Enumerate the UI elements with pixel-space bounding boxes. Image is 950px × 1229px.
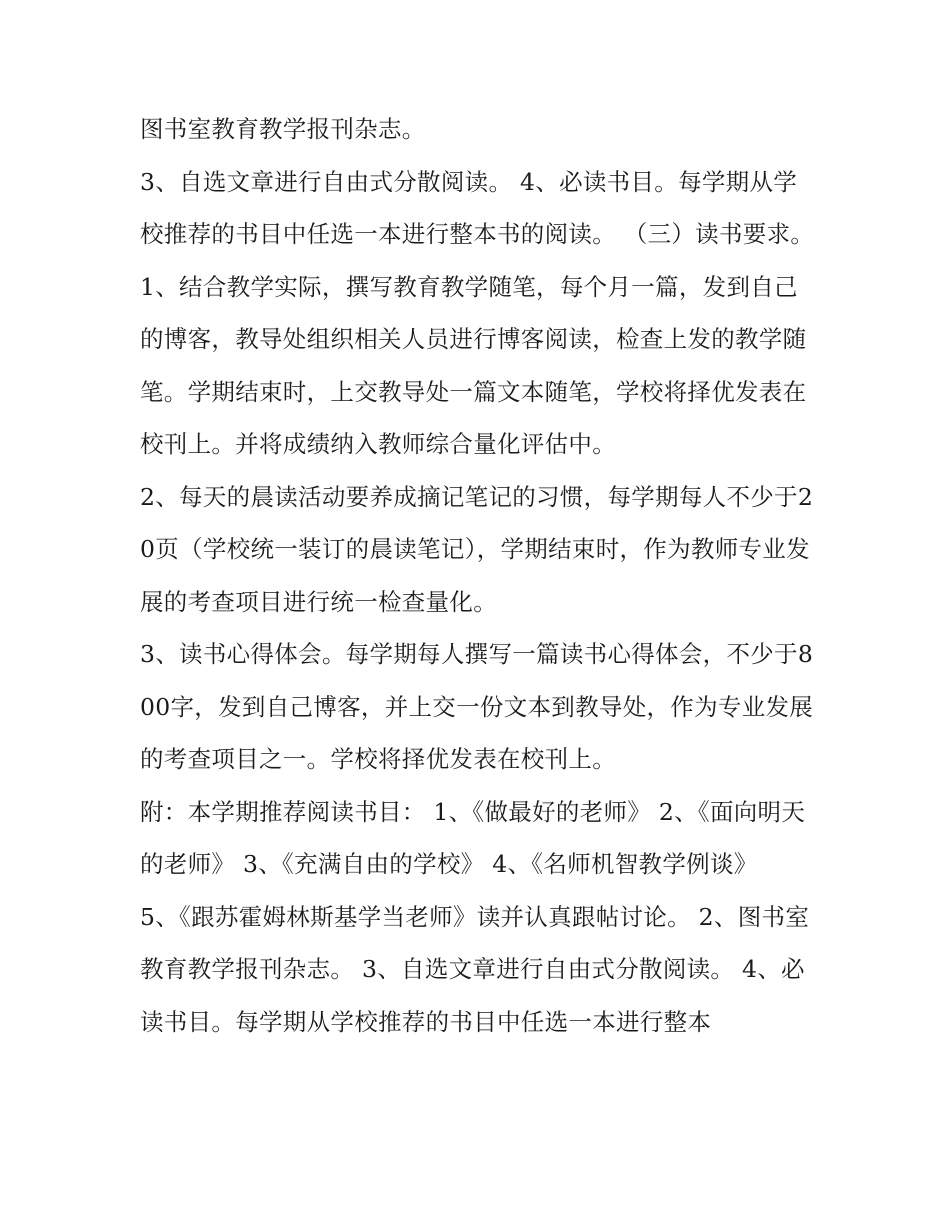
paragraph-recommended-books: 附：本学期推荐阅读书目： 1、《做最好的老师》 2、《面向明天的老师》 3、《充满自由的学校》 4、《名师机智教学例谈》 (140, 797, 806, 878)
paragraph-self-selected-reading: 3、自选文章进行自由式分散阅读。 4、必读书目。每学期从学校推荐的书目中任选一本进行整本书的阅读。 （三）读书要求。 (140, 167, 815, 248)
paragraph-library-journals: 图书室教育教学报刊杂志。 (140, 115, 426, 143)
paragraph-book-five: 5、《跟苏霍姆林斯基学当老师》读并认真跟帖讨论。 2、图书室教育教学报刊杂志。 3、自选文章进行自由式分散阅读。 4、必读书目。每学期从学校推荐的书目中任选一本进行整本 (140, 902, 810, 1036)
paragraph-requirement-essays: 1、结合教学实际，撰写教育教学随笔，每个月一篇，发到自己的博客，教导处组织相关人员进行博客阅读，检查上发的教学随笔。学期结束时，上交教导处一篇文本随笔，学校将择优发表在校刊上。并将成绩纳入教师综合量化评估中。 (140, 272, 807, 458)
document-body (140, 103, 820, 1048)
paragraph-requirement-morning-notes: 2、每天的晨读活动要养成摘记笔记的习惯，每学期每人不少于20页（学校统一装订的晨读笔记），学期结束时，作为教师专业发展的考查项目进行统一检查量化。 (140, 482, 814, 616)
paragraph-requirement-reflection: 3、读书心得体会。每学期每人撰写一篇读书心得体会，不少于800字，发到自己博客，并上交一份文本到教导处，作为专业发展的考查项目之一。学校将择优发表在校刊上。 (140, 640, 814, 773)
